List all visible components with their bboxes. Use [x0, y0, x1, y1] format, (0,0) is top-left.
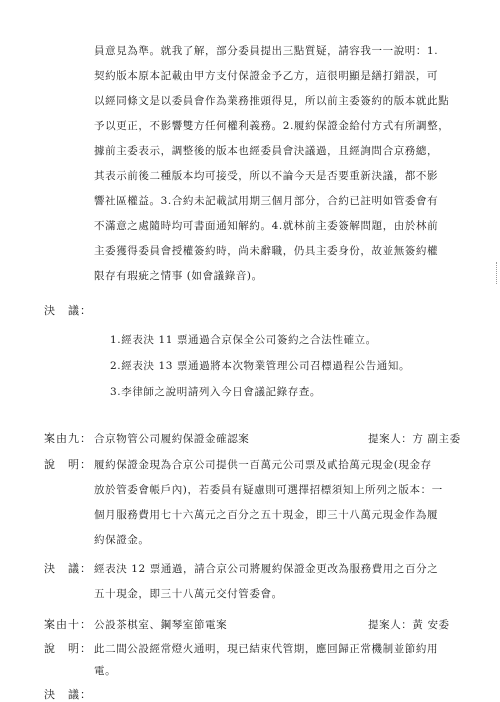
proposer	[368, 618, 450, 632]
case-title: 合京物管公司履約保證金確認案	[94, 433, 250, 445]
proposer-name: 方 副主委	[412, 433, 461, 445]
scan-edge-mark	[496, 262, 499, 284]
proposer	[368, 432, 461, 446]
resolution-label: 決 議：	[44, 562, 92, 575]
explain-label: 說 明：	[44, 642, 92, 655]
explain-line: 電。	[94, 665, 117, 677]
resolution-line: 經表決 12 票通過，請合京公司將履約保證金更改為服務費用之百分之	[94, 563, 439, 575]
intro-line: 響社區權益。3.合約未記載試用期三個月部分，合約已註明如管委會有	[94, 195, 439, 207]
proposer-label: 提案人：	[368, 619, 413, 631]
intro-line: 據前主委表示，調整後的版本也經委員會決議過，且經詢問合京務總，	[94, 145, 439, 157]
case-label: 案由九：	[44, 432, 92, 445]
case-label: 案由十：	[44, 618, 92, 631]
intro-line: 不滿意之處隨時均可書面通知解約。4.就林前主委簽解問題，由於林前	[94, 220, 439, 232]
intro-line: 限存有瑕疵之情事 (如會議錄音)。	[94, 270, 263, 282]
explain-label: 說 明：	[44, 458, 92, 471]
resolution-line: 五十現金，即三十八萬元交付管委會。	[94, 588, 283, 600]
resolution-label: 決 議：	[44, 688, 92, 701]
explain-line: 履約保證金現為合京公司提供一百萬元公司票及貳拾萬元現金(現金存	[94, 459, 432, 471]
explain-line: 此二間公設經常燈火通明，現已結束代管期，應回歸正常機制並節約用	[94, 643, 439, 655]
case-title: 公設茶棋室、鋼琴室節電案	[94, 619, 228, 631]
resolution-item: 2.經表決 13 票通過將本次物業管理公司召標過程公告通知。	[110, 360, 411, 372]
intro-line: 員意見為準。就我了解，部分委員提出三點質疑，請容我一一說明：1.	[94, 45, 439, 57]
explain-line: 放於管委會帳戶內)，若委員有疑慮則可選擇招標須知上所列之版本：一	[94, 484, 443, 496]
intro-line: 以經同條文是以委員會作為業務推頭得見，所以前主委簽約的版本就此點	[94, 95, 450, 107]
resolution-item: 1.經表決 11 票通過合京保全公司簽約之合法性確立。	[110, 334, 377, 346]
explain-line: 約保證金。	[94, 534, 150, 546]
resolution-label: 決 議：	[44, 304, 92, 317]
proposer-label: 提案人：	[368, 433, 413, 445]
intro-line: 主委獲得委員會授權簽約時，尚未辭職，仍具主委身份，故並無簽約權	[94, 245, 439, 257]
resolution-item: 3.李律師之說明請列入今日會議記錄存查。	[110, 386, 322, 398]
proposer-name: 黃 安委	[412, 619, 450, 631]
explain-line: 個月服務費用七十六萬元之百分之五十現金，即三十八萬元現金作為履	[94, 509, 439, 521]
intro-line: 其表示前後二種版本均可接受，所以不論今天是否要重新決議，都不影	[94, 170, 439, 182]
intro-line: 契約版本原本記載由甲方支付保證金予乙方，這很明顯是繕打錯誤，可	[94, 70, 439, 82]
intro-line: 予以更正，不影響雙方任何權利義務。2.履約保證金給付方式有所調整，	[94, 120, 450, 132]
